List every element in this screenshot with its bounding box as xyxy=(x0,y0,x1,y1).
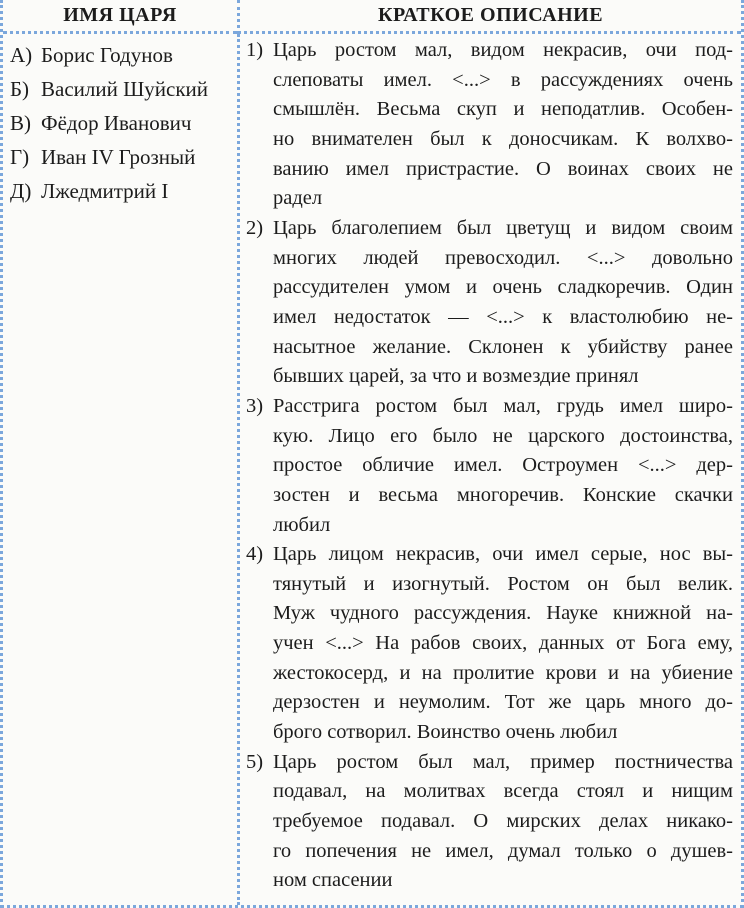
item-letter: Г) xyxy=(10,145,30,169)
description-line: Царь ростом мал, видом некрасив, очи под- xyxy=(273,39,733,61)
description-line: простое обличие имел. Остроумен <...> дер- xyxy=(273,454,733,477)
description-line: Расстрига ростом был мал, грудь имел широ- xyxy=(273,394,733,417)
description-line: имел недостаток — <...> к властолюбию не- xyxy=(273,305,733,328)
tsar-name-item xyxy=(10,174,233,208)
item-letter: Д) xyxy=(10,179,32,203)
tsar-name: Иван IV Грозный xyxy=(41,145,196,169)
tsar-name: Василий Шуйский xyxy=(41,77,209,101)
tsar-name: Фёдор Иванович xyxy=(41,111,192,135)
tsar-name: Борис Годунов xyxy=(41,43,173,67)
tsar-name-item xyxy=(10,106,233,140)
item-number: 5) xyxy=(246,750,264,773)
description-line: Царь ростом был мал, пример постничества xyxy=(273,750,733,773)
description-item xyxy=(240,392,741,540)
description-line: ванию имел пристрастие. О воинах своих не xyxy=(273,157,733,180)
description-line: кую. Лицо его было не царского достоинства, xyxy=(273,424,733,447)
description-line: но внимателен был к доносчикам. К волхво- xyxy=(273,127,733,150)
tsar-name: Лжедмитрий I xyxy=(41,179,169,203)
description-line: рассудителен умом и очень сладкоречив. Один xyxy=(273,276,733,299)
description-line: тянутый и изогнутый. Ростом он был велик. xyxy=(273,572,733,595)
right-column-header: КРАТКОЕ ОПИСАНИЕ xyxy=(237,0,741,34)
description-list xyxy=(237,34,741,905)
tsar-name-item xyxy=(10,140,233,174)
description-lines xyxy=(273,214,741,392)
description-item xyxy=(240,748,741,896)
description-line: бывших царей, за что и возмездие принял xyxy=(273,365,639,388)
description-item xyxy=(240,36,741,214)
tsar-name-list xyxy=(3,34,237,905)
description-line: многих людей превосходил. <...> довольно xyxy=(273,246,733,269)
description-line: требуемое подавал. О мирских делах никако- xyxy=(273,810,733,833)
item-letter: Б) xyxy=(10,77,30,101)
description-line: учен <...> На рабов своих, данных от Бога ему, xyxy=(273,632,733,655)
description-line: Царь благолепием был цветущ и видом своим xyxy=(273,216,733,239)
description-line: Муж чудного рассуждения. Науке книжной на- xyxy=(273,602,733,625)
description-lines xyxy=(273,540,741,748)
description-line: жестокосерд, и на пролитие крови и на убиение xyxy=(273,661,733,684)
description-line: радел xyxy=(273,187,323,210)
description-line: любил xyxy=(273,513,331,536)
item-number: 4) xyxy=(246,543,264,566)
tsar-name-item xyxy=(10,72,233,106)
description-item xyxy=(240,214,741,392)
item-number: 2) xyxy=(246,216,264,239)
description-item xyxy=(240,540,741,748)
description-line: слеповаты имел. <...> в рассуждениях очень xyxy=(273,68,733,91)
description-line: Царь лицом некрасив, очи имел серые, нос вы- xyxy=(273,543,733,566)
description-lines xyxy=(273,392,741,540)
item-letter: А) xyxy=(10,43,33,67)
description-line: насытное желание. Склонен к убийству ранее xyxy=(273,335,733,358)
description-lines xyxy=(273,36,741,214)
left-column-header: ИМЯ ЦАРЯ xyxy=(3,0,237,34)
item-number: 3) xyxy=(246,394,264,417)
description-lines xyxy=(273,748,741,896)
description-line: смышлён. Весьма скуп и неподатлив. Особен- xyxy=(273,98,733,121)
item-number: 1) xyxy=(246,39,264,61)
description-line: зостен и весьма многоречив. Конские скачки xyxy=(273,483,733,506)
tsar-name-item xyxy=(10,38,233,72)
item-letter: В) xyxy=(10,111,31,135)
description-line: подавал, на молитвах всегда стоял и нищим xyxy=(273,780,733,803)
description-line: го попечения не имел, думал только о душев- xyxy=(273,839,733,862)
description-line: дерзостен и неумолим. Тот же царь много до- xyxy=(273,691,733,714)
description-line: ном спасении xyxy=(273,869,393,892)
description-line: брого сотворил. Воинство очень любил xyxy=(273,721,618,744)
